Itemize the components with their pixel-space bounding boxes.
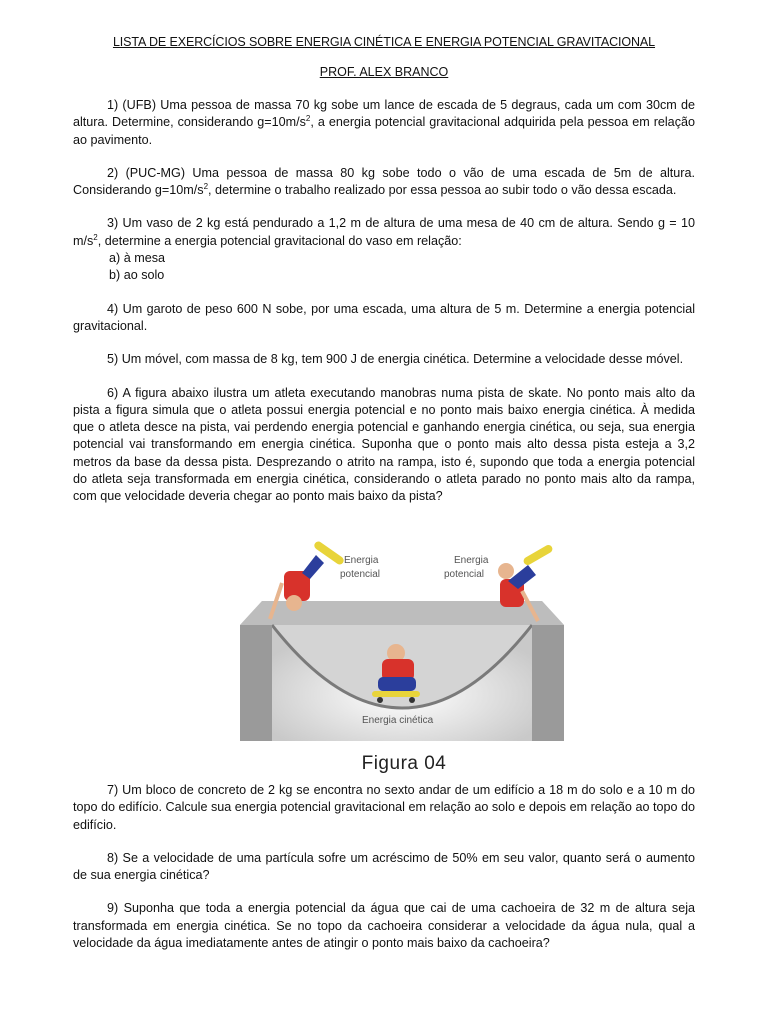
label-right-line2: potencial (444, 569, 485, 580)
ramp-right-side (532, 625, 564, 741)
document-title: LISTA DE EXERCÍCIOS SOBRE ENERGIA CINÉTICA E ENERGIA POTENCIAL GRAVITACIONAL (112, 35, 656, 49)
skate-ramp-illustration (232, 541, 572, 751)
label-bottom: Energia cinética (362, 715, 434, 726)
label-left-line2: potencial (340, 569, 381, 580)
question-5: 5) Um móvel, com massa de 8 kg, tem 900 J de energia cinética. Determine a velocidade desse móvel. (107, 352, 684, 367)
document-page-lower (73, 782, 695, 952)
question-8: 8) Se a velocidade de uma partícula sofre um acréscimo de 50% em seu valor, quanto será o aumento de sua energia cinética? (73, 850, 695, 883)
question-6: 6) A figura abaixo ilustra um atleta executando manobras numa pista de skate. No ponto mais alto da pista a figura simula que o atleta possui energia potencial e no ponto mais baixo energia cinética. À medida que o atleta desce na pista, vai perdendo energia potencial e ganhando energia cinética, ou seja, sua energia potencial vai transformando em energia cinética. Suponha que o ponto mais alto dessa pista esteja a 3,2 metros da base da dessa pista. Desprezando o atrito na rampa, isto é, supondo que toda a energia potencial do atleta seja transformada em energia cinética, considerando o atleta parado no ponto mais alto da rampa, com que velocidade deveria chegar ao ponto mais baixo da pista? (73, 385, 695, 504)
professor-name: PROF. ALEX BRANCO (319, 65, 449, 79)
question-1: 1) (UFB) Uma pessoa de massa 70 kg sobe um lance de escada de 5 degraus, cada um com 30cm de altura. Determine, considerando $g=10m/s^2$, a energia potencial gravitacional adquirida pela pessoa em relação ao pavimento. (73, 98, 695, 147)
document-page (73, 34, 695, 506)
question-3: 3) Um vaso de 2 kg está pendurado a 1,2 m de altura de uma mesa de 40 cm de altura. Sendo g = 10 $m/s^2$, determine a energia potencial gravitacional do vaso em relação: (73, 216, 695, 248)
ramp-left-side (240, 625, 272, 741)
label-left-line1: Energia (344, 555, 379, 566)
figure-caption: Figura 04 (361, 753, 447, 774)
question-3-option-a: a) à mesa (109, 251, 165, 266)
question-7: 7) Um bloco de concreto de 2 kg se encontra no sexto andar de um edifício a 18 m do solo e a 10 m do topo do edifício. Calcule sua energia potencial gravitacional em relação ao solo e depois em relação ao topo do edifício. (73, 783, 695, 832)
question-3-option-b: b) ao solo (109, 268, 165, 283)
label-right-line1: Energia (454, 555, 489, 566)
question-9: 9) Suponha que toda a energia potencial da água que cai de uma cachoeira de 32 m de altura seja transformada em energia cinética. Se no topo da cachoeira considerar a velocidade da água nula, qual a velocidade da água imediatamente antes de atingir o ponto mais baixo da cachoeira? (73, 901, 695, 951)
question-4: 4) Um garoto de peso 600 N sobe, por uma escada, uma altura de 5 m. Determine a energia potencial gravitacional. (73, 301, 695, 333)
skate-ramp-figure (232, 541, 572, 781)
question-2: 2) (PUC-MG) Uma pessoa de massa 80 kg sobe todo o vão de uma escada de 5m de altura. Considerando $g=10m/s^2$, determine o trabalho realizado por essa pessoa ao subir todo o vão dessa escada. (73, 165, 695, 198)
